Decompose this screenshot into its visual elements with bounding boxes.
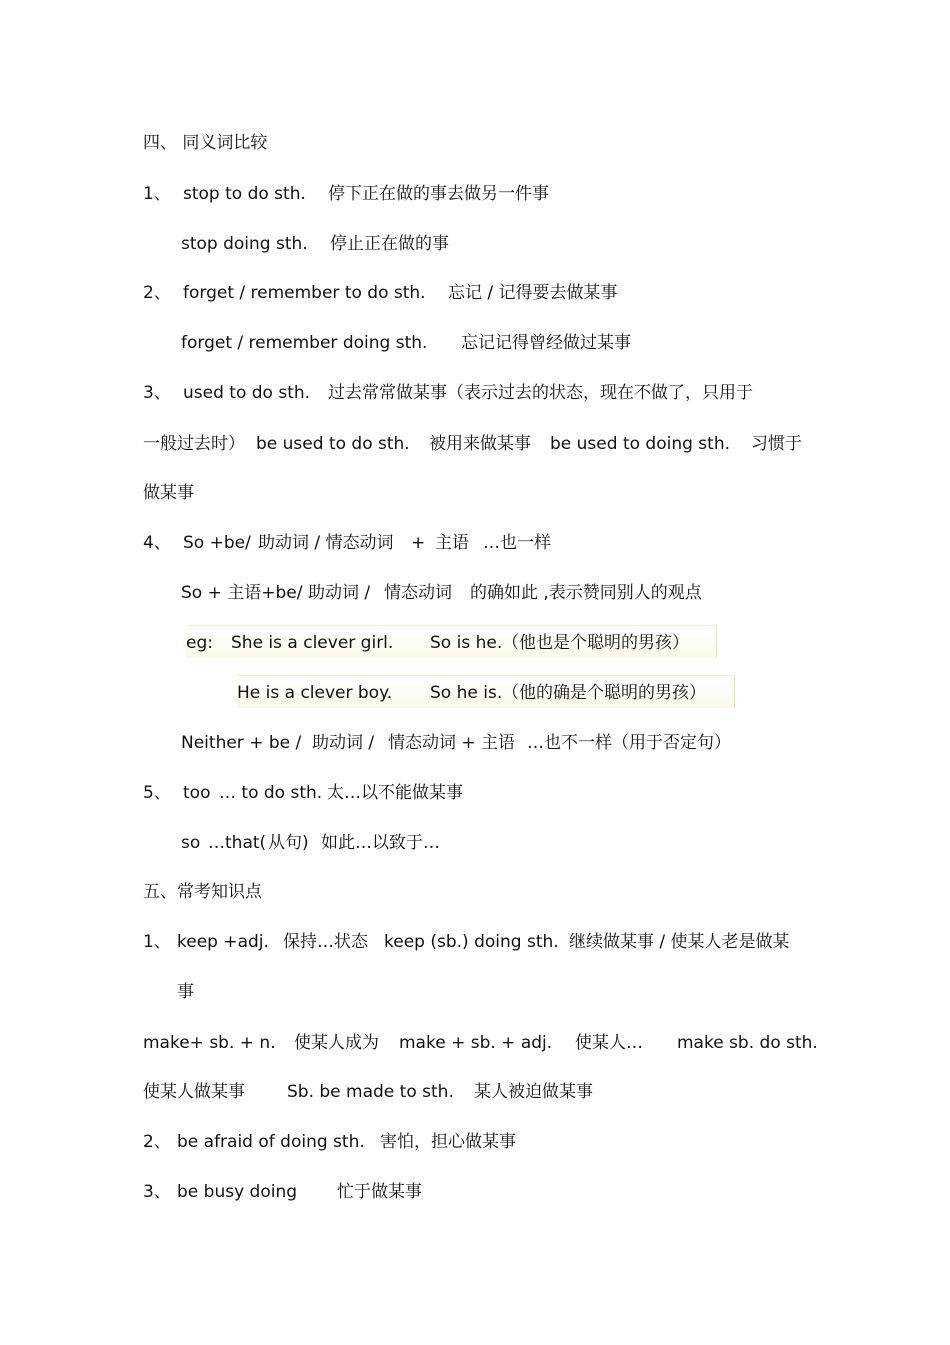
phrase-en: be busy doing [177, 1182, 298, 1202]
phrase-en: …that( [208, 833, 267, 853]
phrase-en: Sb. be made to sth. [287, 1082, 454, 1102]
phrase-en: make sb. do sth. [677, 1033, 818, 1053]
item-number: 1、 [143, 932, 171, 952]
item-5-line [143, 781, 463, 805]
example-2-line [237, 681, 706, 705]
phrase-zh: 情态动词 [384, 583, 452, 603]
phrase-zh: 停下正在做的事去做另一件事 [328, 184, 549, 204]
section-5-heading: 五、常考知识点 [143, 882, 262, 902]
phrase-zh: 使某人成为 [294, 1033, 379, 1053]
phrase-en: keep +adj. [177, 932, 269, 952]
item-number: 4、 [143, 533, 171, 553]
phrase-zh: 如此…以致于… [321, 833, 440, 853]
phrase-zh: 某人被迫做某事 [474, 1082, 593, 1102]
phrase-zh: 事 [177, 982, 194, 1002]
item-4b-line [181, 581, 702, 605]
phrase-zh: 忘记 / 记得要去做某事 [448, 283, 618, 303]
phrase-en: make+ sb. + n. [143, 1033, 276, 1053]
phrase-en: stop to do sth. [183, 184, 306, 204]
item-1-line [143, 182, 549, 206]
phrase-zh: 太…以不能做某事 [327, 783, 463, 803]
point-1-line [143, 930, 790, 954]
phrase-zh: 使某人做某事 [143, 1082, 245, 1102]
item-3-cont2-line [143, 481, 194, 505]
item-3-line [143, 381, 753, 405]
item-number: 2、 [143, 1132, 171, 1152]
phrase-zh: …也不一样（用于否定句） [527, 733, 731, 753]
item-4-line [143, 531, 551, 555]
phrase-zh: 保持…状态 [283, 932, 368, 952]
example-en: So he is. [430, 683, 503, 703]
phrase-en: So +be/ [183, 533, 251, 553]
item-3-cont-line [143, 432, 802, 456]
phrase-zh: 继续做某事 / 使某人老是做某 [569, 932, 790, 952]
example-zh: （他也是个聪明的男孩） [502, 633, 689, 653]
phrase-zh: …也一样 [483, 533, 551, 553]
phrase-zh: 从句) [268, 833, 309, 853]
point-1c-line [143, 1080, 593, 1104]
example-zh: （他的确是个聪明的男孩） [502, 683, 706, 703]
phrase-zh: 一般过去时） [143, 434, 245, 454]
phrase-en: stop doing sth. [181, 234, 308, 254]
phrase-en: be used to doing sth. [550, 434, 730, 454]
phrase-zh: 情态动词 + 主语 [388, 733, 516, 753]
phrase-en: too [183, 783, 211, 803]
phrase-en: forget / remember to do sth. [183, 283, 426, 303]
point-2-line [143, 1130, 516, 1154]
phrase-en: So + 主语+be/ [181, 583, 303, 603]
phrase-zh: 害怕，担心做某事 [380, 1132, 516, 1152]
item-2-line [143, 281, 618, 305]
item-number: 1、 [143, 184, 171, 204]
phrase-zh: 忘记记得曾经做过某事 [461, 333, 631, 353]
example-1-line [186, 631, 689, 655]
phrase-zh: 助动词 / [308, 583, 371, 603]
point-1-cont-line [177, 980, 194, 1004]
phrase-zh: 忙于做某事 [337, 1182, 422, 1202]
item-1b-line [181, 232, 449, 256]
example-en: He is a clever boy. [237, 683, 393, 703]
phrase-zh: 被用来做某事 [429, 434, 531, 454]
phrase-en: be afraid of doing sth. [177, 1132, 365, 1152]
phrase-zh: 习惯于 [751, 434, 802, 454]
phrase-en: keep (sb.) doing sth. [384, 932, 559, 952]
point-1b-line [143, 1031, 818, 1055]
item-number: 2、 [143, 283, 171, 303]
phrase-en: be used to do sth. [256, 434, 410, 454]
phrase-zh: 的确如此 ,表示赞同别人的观点 [470, 583, 702, 603]
phrase-zh: 过去常常做某事（表示过去的状态，现在不做了，只用于 [328, 383, 753, 403]
item-number: 3、 [143, 1182, 171, 1202]
item-4c-line [181, 731, 731, 755]
item-number: 3、 [143, 383, 171, 403]
phrase-zh: 助动词 / [312, 733, 375, 753]
phrase-zh: 使某人… [575, 1033, 643, 1053]
phrase-zh: 做某事 [143, 483, 194, 503]
example-en: So is he. [430, 633, 503, 653]
item-2b-line [181, 331, 631, 355]
phrase-en: make + sb. + adj. [399, 1033, 553, 1053]
phrase-en: so [181, 833, 201, 853]
phrase-en: forget / remember doing sth. [181, 333, 428, 353]
plus-sign: + [411, 533, 426, 553]
phrase-en: used to do sth. [183, 383, 311, 403]
phrase-en: Neither + be / [181, 733, 302, 753]
section-4-heading: 四、 同义词比较 [143, 133, 268, 153]
phrase-zh: 助动词 / 情态动词 [258, 533, 394, 553]
example-label: eg: [186, 633, 213, 653]
phrase-en: … to do sth. [219, 783, 323, 803]
point-3-line [143, 1180, 422, 1204]
item-5b-line [181, 831, 440, 855]
phrase-zh: 停止正在做的事 [330, 234, 449, 254]
example-en: She is a clever girl. [231, 633, 394, 653]
phrase-zh: 主语 [435, 533, 469, 553]
item-number: 5、 [143, 783, 171, 803]
